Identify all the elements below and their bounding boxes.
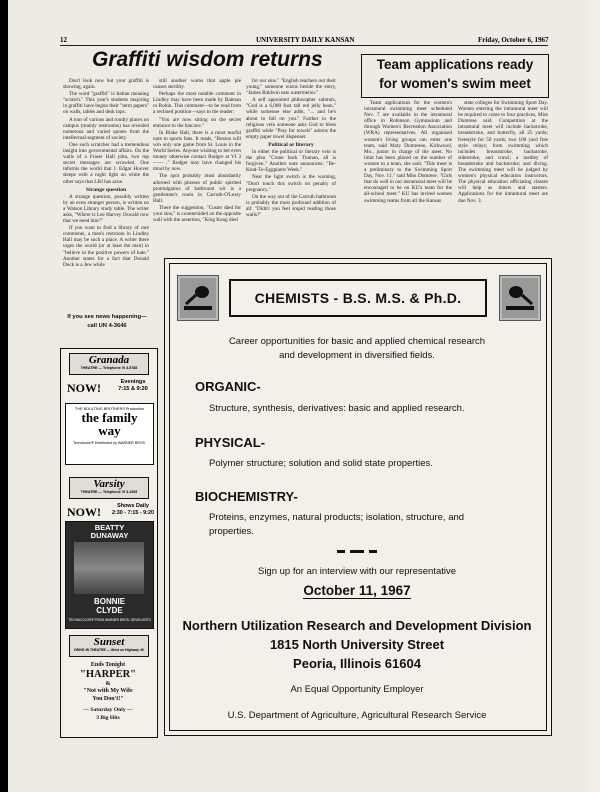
family-way-presents: THE BOULTING BROTHERS Production [74, 407, 145, 411]
employer-address [165, 616, 549, 673]
paper-name: UNIVERSITY DAILY KANSAN [256, 36, 355, 44]
bonnie-clyde-photo [74, 542, 144, 594]
paragraph: In either the political or literary vein is the plea "Come back Truman, all is forgiven." Another note announces: "Be-Kind-To-Eggplants Week." [246, 149, 336, 174]
sunset-feature: "HARPER" [80, 669, 136, 680]
paragraph: If you want to find a library of rare comments, a men's restroom in Lindley Hall may be such a place. A writer there urges the world (or at least the men) to "believe in the positive powers of hate." Another states for a fact that Donald Duck is a Jew while [63, 225, 149, 268]
biochem-line: properties. [209, 526, 254, 537]
granada-times [113, 379, 153, 393]
chemists-intro [165, 335, 549, 363]
times-value: 2:30 - 7:15 - 9:20 [112, 510, 154, 516]
employer-street: 1815 North University Street [269, 637, 445, 652]
employer-org: Northern Utilization Research and Development Division [182, 618, 532, 633]
paragraph: One such scratcher had a tremendous insight into governmental affairs. On the walls of a Fraser Hall john, two top secret messages are scrawled. One informs the world that J. Edgar Hoover sleeps with a night light on while the other says that LBJ has acne. [63, 141, 149, 185]
sunset-hits: 3 Big Hits [96, 715, 120, 721]
ornament-divider [337, 550, 377, 553]
paragraph: There the suggestion, "Custer died for your sins," is countersided on the opposite wall with the assertion, "King Kong died [153, 204, 241, 224]
graffiti-column-3 [246, 78, 336, 256]
swim-headline-line: Team applications ready [376, 57, 534, 72]
sunset-and: & [105, 681, 111, 687]
granada-name: Granada [88, 354, 130, 366]
varsity-banner [69, 477, 149, 499]
sunset-ends: Ends Tonight [90, 662, 126, 668]
varsity-sub: THEATRE — Telephone VI 3-1065 [80, 490, 138, 494]
paragraph: state colleges for Swimming Sport Day. Women entering the intramural meet will be required to come to four practices, Miss Domrese said. Competition at the intramural meet will include backstroke, breaststroke, and butterfly, all 25 yards; freestyle for 50 yards; two 100 yard free style relays; form swimming which includes breaststroke, backstroke, sidestroke, and crawl; a medley of breaststroke and backstroke; and diving. The swimming meet will be judged by women's physical education instructors. The physical education officiating classes will help as timers and starters. Applications for the intramural meet are due Nov. 3. [458, 100, 548, 204]
flask-illustration-left [177, 275, 219, 321]
varsity-times [111, 503, 155, 517]
swim-headline-box [361, 54, 549, 98]
interview-date [165, 583, 549, 598]
paragraph: A tour of various and roudry places on campus (mainly restrooms) has revealed numerous and varied quotes from the intellectual segment of society. [63, 116, 149, 141]
subhead: Strange question [85, 186, 127, 193]
family-way-title: the family [81, 410, 138, 425]
swim-headline-line: for women's swim meet [379, 76, 531, 91]
times-label: Evenings [120, 379, 146, 385]
news-tip [60, 313, 154, 331]
bonnie-clyde-ad [65, 521, 154, 629]
varsity-now: NOW! [67, 505, 101, 519]
paragraph: Team applications for the women's intramural swimming meet scheduled Nov. 7 are available in the intramural office in Robinson Gymnasium and through Women's Recreation Association (WRA) representatives. All organized women's living groups can enter one team, said Mary Domreese, Kirkwood, Mo., junior in charge of the meet. No limit has been placed on the number of women to a team, she said. "This meet is a preliminary to the Swimming Sport Day, Nov. 11," said Miss Domrese. "Girls that do well in our intramural meet will be encouraged to be on KU's team for the all-school meet." KU has invited women swimming teams from all the Kansas [364, 100, 452, 204]
sunset-program [61, 661, 155, 722]
swim-column-1 [364, 100, 452, 252]
paragraph: Near the light switch is the warning, "Don't touch this switch on penalty of pregnancy." [246, 174, 336, 193]
intro-line: Career opportunities for basic and applied chemical research [228, 336, 486, 347]
usda-line: U.S. Department of Agriculture, Agricultural Research Service [227, 710, 487, 721]
paragraph: A self appointed philosopher submits, "God is a 6,000 foot tall red jelly bean," while someone else adds, "... and he's about to fall on you." Further in the religious vein someone asks God to bless graffiti while "Pray for towels" adorns the empty paper towel dispenser. [246, 97, 336, 140]
paragraph: Perhaps the most notable comment in Lindley may have been made by Batman or Robin. This comment—to be read from a reclined position—says to the reader: [153, 91, 241, 116]
paragraph: The word "graffiti" is Italian meaning "scratch." This year's students majoring in graffiti have begun their "term papers" on walls, tables and desk tops. [63, 91, 149, 116]
graffiti-column-1 [63, 78, 149, 310]
paragraph: still another warns that apple pie causes sterility. [153, 78, 241, 91]
bonnie-title: CLYDE [96, 606, 123, 615]
eoe-line: An Equal Opportunity Employer [290, 684, 424, 695]
paragraph: "You are now sitting on the secret entrance to the batcave." [153, 116, 241, 129]
flask-icon [500, 276, 540, 320]
issue-date: Friday, October 6, 1967 [478, 36, 549, 44]
bonnie-credits: TECHNICOLOR® FROM WARNER BROS.-SEVEN ARTS [68, 618, 151, 622]
family-way-title: way [98, 423, 121, 438]
signup-text: Sign up for an interview with our representative [257, 566, 457, 577]
news-tip-phone: call UN 4-3646 [87, 323, 127, 329]
page-number: 12 [60, 36, 67, 44]
organic-heading: ORGANIC- [195, 379, 261, 394]
biochemistry-heading: BIOCHEMISTRY- [195, 489, 298, 504]
interview-date-text: October 11, 1967 [303, 583, 411, 598]
graffiti-column-2 [153, 78, 241, 256]
paragraph: Don't look now but your graffiti is showing, again. [63, 78, 149, 91]
paragraph: A strange question, possibly written by an even stranger person, is written on a Watson Library study table. The writer asks, "Where is Lee Harvey Oswald now that we need him?" [63, 193, 149, 225]
adjacent-page-edge [588, 0, 600, 792]
granada-sub: THEATRE — Telephone VI 3-5788 [80, 366, 138, 370]
biochemistry-body [209, 511, 464, 539]
physical-body: Polymer structure; solution and solid state properties. [209, 458, 433, 469]
granada-now: NOW! [67, 381, 101, 395]
paragraph: On the way out of the Carruth bathroom is probably the most profound addition of all: "Didn't you feel stupid reading those walls?" [246, 193, 336, 218]
newspaper-page [8, 0, 588, 792]
bonnie-title: BONNIE [93, 597, 126, 606]
movie-ads-column [60, 348, 158, 738]
sunset-feature: You Don't!" [92, 696, 124, 702]
family-way-ad [65, 403, 154, 465]
paragraph: for our sins." "English teachers out their young," someone warns beside the entry, "James Baldwin eats watermelon." [246, 78, 336, 97]
family-way-credits: Technicolor® Distributed by WARNER BROS. [73, 441, 146, 445]
intro-line: and development in diversified fields. [279, 350, 435, 361]
times-value: 7:15 & 9:20 [118, 386, 148, 392]
news-tip-line: If you see news happening— [67, 314, 147, 320]
subhead: Political or literary [268, 141, 314, 148]
swim-column-2 [458, 100, 548, 252]
physical-heading: PHYSICAL- [195, 435, 266, 450]
sunset-feature: "Not with My Wife [83, 688, 133, 694]
sunset-banner [69, 635, 149, 657]
times-label: Shows Daily [117, 503, 149, 509]
bonnie-star: BEATTY [94, 523, 125, 532]
employer-city: Peoria, Illinois 61604 [293, 656, 421, 671]
flask-icon [178, 276, 218, 320]
biochem-line: Proteins, enzymes, natural products; isolation, structure, and [209, 512, 465, 523]
granada-banner [69, 353, 149, 375]
header-rule [60, 45, 548, 46]
bonnie-star: DUNAWAY [90, 531, 129, 540]
paragraph: In Blake Hall, there is a most tearful note to sports fans. It reads, "Boston will win only one game from St. Louis in the World Series. Anyone wishing to bet even money otherwise contact Rodger at VI 3—— ." Rodger may have changed his mind by now. [153, 129, 241, 173]
chemists-ad-title: CHEMISTS - B.S. M.S. & Ph.D. [229, 279, 487, 317]
chemists-ad [164, 258, 552, 736]
flask-illustration-right [499, 275, 541, 321]
sunset-name: Sunset [93, 636, 125, 648]
sunset-saturday: — Saturday Only — [83, 707, 133, 713]
organic-body: Structure, synthesis, derivatives: basic and applied research. [209, 403, 465, 414]
varsity-name: Varsity [93, 478, 125, 490]
paragraph: The spot probably most abundantly adorned with phrases of public spirited promulgators of bathroom wit is a gentlemen's room in Carruth-O'Leary Hall. [153, 173, 241, 204]
sunset-sub: DRIVE-IN THEATRE — West on Highway 40 [74, 648, 144, 652]
graffiti-headline: Graffiti wisdom returns [92, 48, 323, 71]
